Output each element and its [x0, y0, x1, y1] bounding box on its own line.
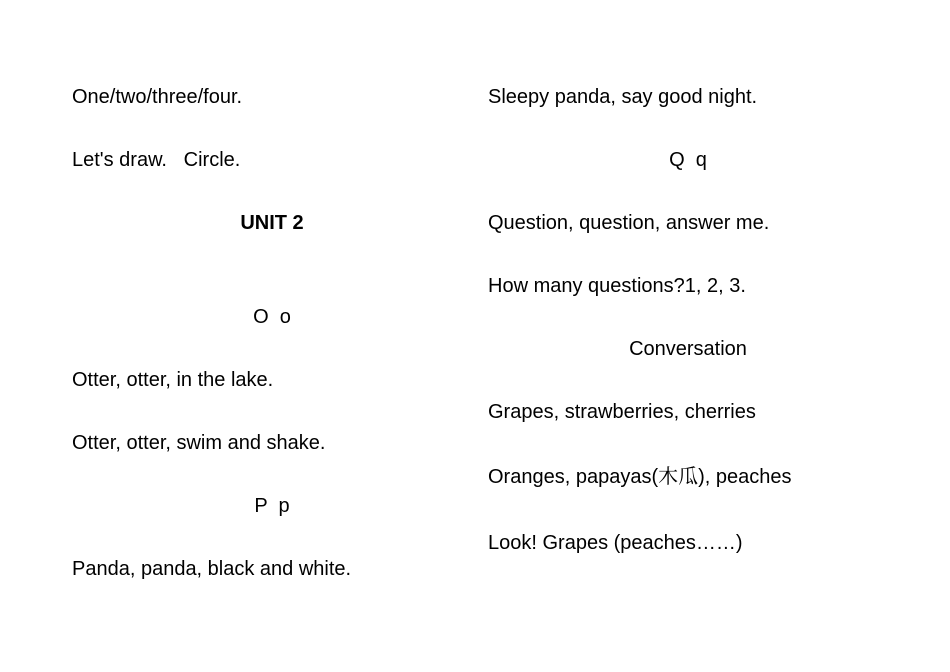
text-line: Panda, panda, black and white. [72, 558, 352, 580]
letter-heading-q: Q q [669, 149, 707, 171]
conversation-heading: Conversation [629, 338, 747, 360]
text-line: Question, question, answer me. [488, 212, 770, 234]
unit-heading: UNIT 2 [240, 212, 304, 234]
text-line: Otter, otter, swim and shake. [72, 432, 326, 454]
text-line: Look! Grapes (peaches……) [488, 532, 743, 554]
text-line: Grapes, strawberries, cherries [488, 401, 756, 423]
letter-heading-o: O o [253, 306, 291, 328]
text-line: How many questions?1, 2, 3. [488, 275, 746, 297]
letter-heading-p: P p [254, 495, 290, 517]
text-line: One/two/three/four. [72, 86, 243, 108]
text-line: Sleepy panda, say good night. [488, 86, 758, 108]
text-line: Oranges, papayas(木瓜), peaches [488, 466, 792, 488]
text-line: Let's draw. Circle. [72, 149, 241, 171]
text-line: Otter, otter, in the lake. [72, 369, 274, 391]
